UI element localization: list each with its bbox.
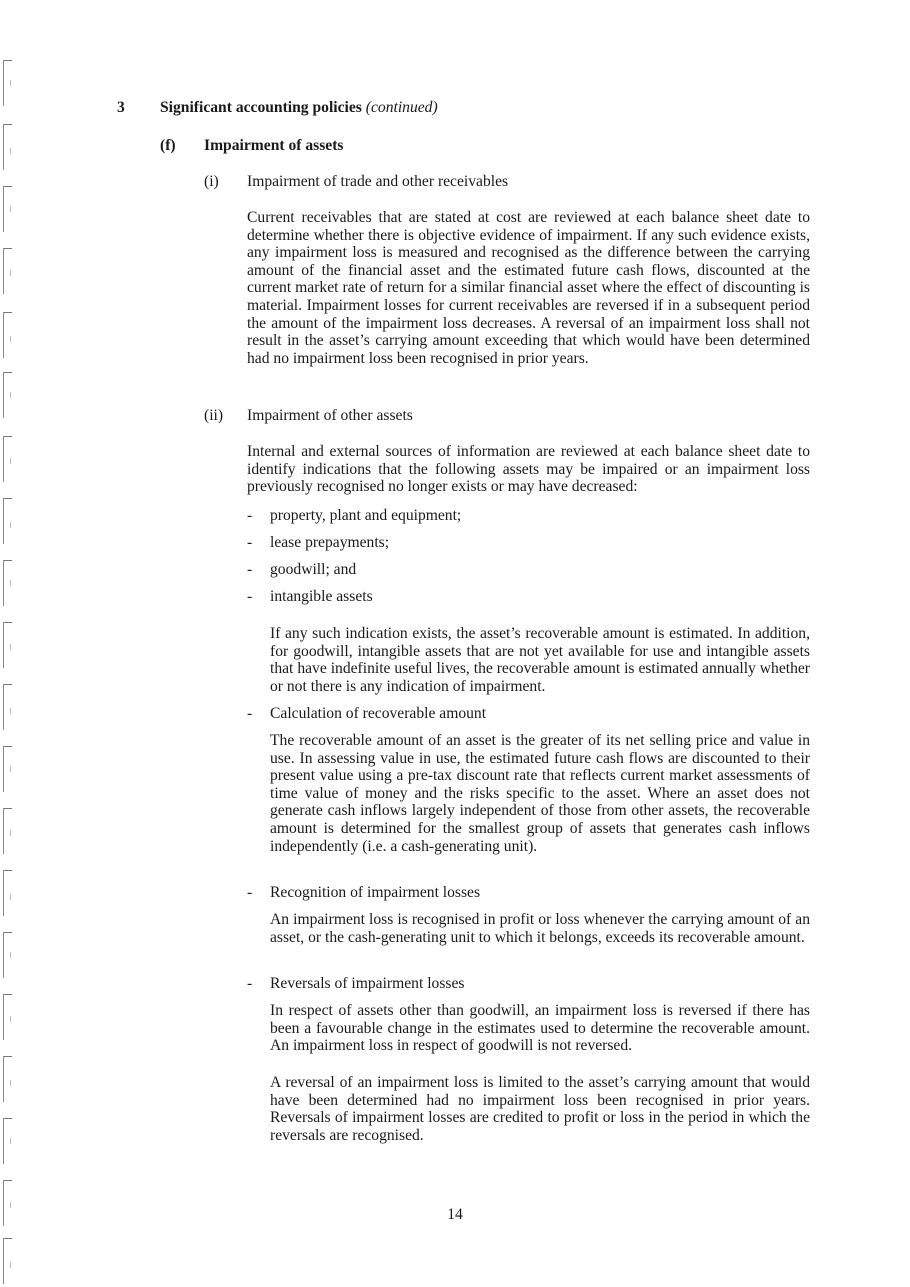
binding-mark [3, 1056, 13, 1104]
binding-mark [3, 60, 13, 108]
recog-heading: Recognition of impairment losses [270, 884, 481, 901]
part-i-paragraph: Current receivables that are stated at cost are reviewed at each balance sheet date to determine whether there is objective evidence of impairment. If any such evidence exists, any impairment loss is measured and recognised as the difference between the carrying amount of the financial asset and the estimated future cash flows, discounted at the current market rate of return for a similar financial asset where the effect of discounting is material. Impairment losses for current receivables are reversed if in a subsequent period the amount of the impairment loss decreases. A reversal of an impairment loss shall not result in the asset’s carrying amount exceeding that which would have been determined had no impairment loss been recognised in prior years. [247, 209, 810, 367]
subsection-label: (f) [160, 137, 176, 154]
section-number: 3 [117, 99, 125, 116]
section-heading [160, 99, 438, 117]
binding-mark [3, 372, 13, 420]
binding-mark [3, 746, 13, 794]
binding-mark [3, 248, 13, 296]
part-ii-intro: Internal and external sources of information are reviewed at each balance sheet date to identify indications that the following assets may be impaired or an impairment loss previously recognised no longer exists or may have decreased: [247, 443, 810, 496]
rev-paragraph-2: A reversal of an impairment loss is limited to the asset’s carrying amount that would have been determined had no impairment loss been recognised in prior years. Reversals of impairment losses are credited to profit or loss in the period in which the reversals are recognised. [270, 1074, 810, 1144]
calc-heading: Calculation of recoverable amount [270, 705, 487, 722]
bullet-dash: - [247, 705, 253, 722]
bullet-dash: - [247, 507, 253, 524]
binding-mark [3, 560, 13, 608]
recog-paragraph: An impairment loss is recognised in profit or loss whenever the carrying amount of an asset, or the cash-generating unit to which it belongs, exceeds its recoverable amount. [270, 911, 810, 946]
binding-mark [3, 808, 13, 856]
section-title: Significant accounting policies [160, 99, 362, 116]
binding-mark [3, 186, 13, 234]
binding-mark [3, 932, 13, 980]
list-item: intangible assets [270, 588, 373, 605]
binding-mark [3, 1238, 13, 1286]
binding-mark [3, 1118, 13, 1166]
binding-mark [3, 436, 13, 484]
section-title-suffix: (continued) [365, 99, 438, 116]
part-ii-label: (ii) [204, 407, 224, 424]
bullet-dash: - [247, 588, 253, 605]
bullet-dash: - [247, 975, 253, 992]
part-i-label: (i) [204, 173, 219, 190]
binding-mark [3, 622, 13, 670]
binding-mark [3, 312, 13, 360]
subsection-title: Impairment of assets [204, 137, 344, 154]
binding-mark [3, 870, 13, 918]
calc-paragraph: The recoverable amount of an asset is the greater of its net selling price and value in use. In assessing value in use, the estimated future cash flows are discounted to their present value using a pre-tax discount rate that reflects current market assessments of time value of money and the risks specific to the asset. Where an asset does not generate cash inflows largely independent of those from other assets, the recoverable amount is determined for the smallest group of assets that generates cash inflows independently (i.e. a cash-generating unit). [270, 732, 810, 855]
list-item: goodwill; and [270, 561, 357, 578]
binding-mark [3, 498, 13, 546]
list-item: lease prepayments; [270, 534, 390, 551]
list-item: property, plant and equipment; [270, 507, 462, 524]
bullet-dash: - [247, 884, 253, 901]
rev-paragraph-1: In respect of assets other than goodwill, an impairment loss is reversed if there has been a favourable change in the estimates used to determine the recoverable amount. An impairment loss in respect of goodwill is not reversed. [270, 1002, 810, 1055]
rev-heading: Reversals of impairment losses [270, 975, 465, 992]
binding-mark [3, 994, 13, 1042]
bullet-dash: - [247, 534, 253, 551]
indication-paragraph: If any such indication exists, the asset’s recoverable amount is estimated. In addition, for goodwill, intangible assets that are not yet available for use and intangible assets that have indefinite useful lives, the recoverable amount is estimated annually whether or not there is any indication of impairment. [270, 625, 810, 695]
part-i-heading: Impairment of trade and other receivables [247, 173, 509, 190]
bullet-dash: - [247, 561, 253, 578]
page-number: 14 [447, 1206, 463, 1223]
binding-mark [3, 124, 13, 172]
binding-mark [3, 684, 13, 732]
part-ii-heading: Impairment of other assets [247, 407, 413, 424]
